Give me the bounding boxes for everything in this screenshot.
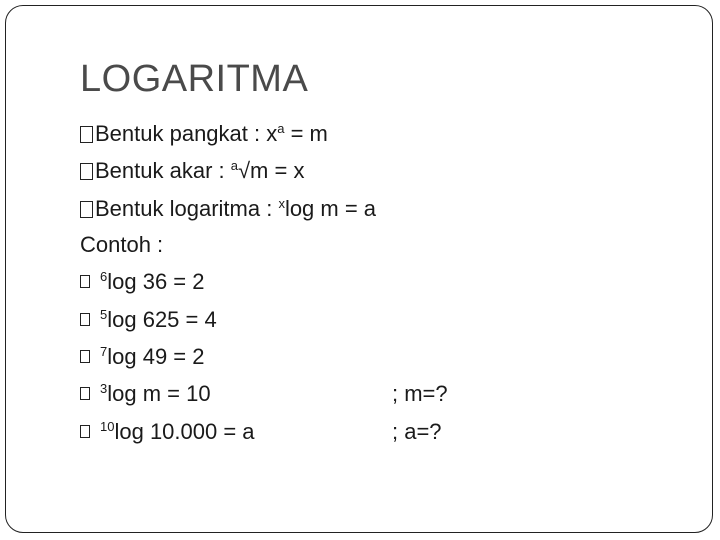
example-2: $^5$log 625 = 4	[80, 307, 217, 333]
form-logaritma: Bentuk logaritma : $^x$log m = a	[80, 196, 376, 222]
example-heading: Contoh :	[80, 232, 164, 257]
form-akar: Bentuk akar : $^a$√m = x	[80, 158, 304, 184]
bullet-placeholder-icon	[80, 163, 93, 180]
bullet-placeholder-icon	[80, 425, 90, 438]
bullet-placeholder-icon	[80, 350, 90, 363]
example-5-question: ; a=?	[392, 419, 442, 444]
form-pangkat: Bentuk pangkat : $x^a = m$	[80, 121, 328, 147]
example-1: $^6$log 36 = 2	[80, 269, 204, 295]
bullet-placeholder-icon	[80, 387, 90, 400]
example-4-question: ; m=?	[392, 381, 448, 406]
bullet-placeholder-icon	[80, 126, 93, 143]
bullet-placeholder-icon	[80, 275, 90, 288]
example-4: $^3$log m = 10 ; m=?	[80, 381, 640, 407]
slide-title: LOGARITMA	[80, 58, 309, 100]
bullet-placeholder-icon	[80, 201, 93, 218]
bullet-placeholder-icon	[80, 313, 90, 326]
example-5: $^{10}$log 10.000 = a ; a=?	[80, 419, 640, 445]
example-3: $^7$log 49 = 2	[80, 344, 204, 370]
